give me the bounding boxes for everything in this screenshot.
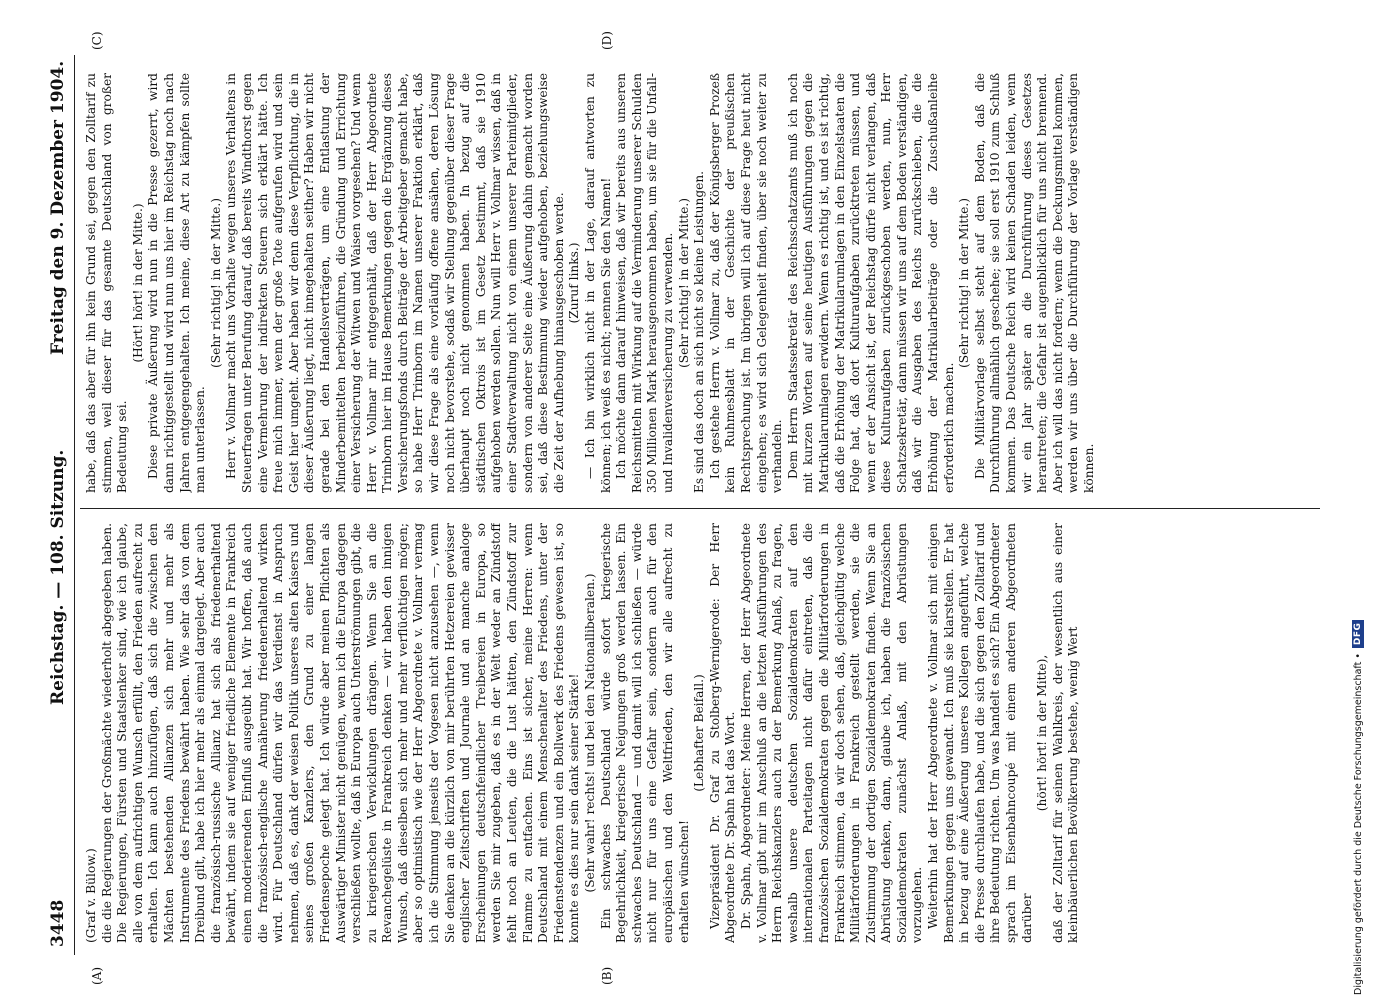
speaker-ref: (Graf v. Bülow.) bbox=[84, 848, 98, 943]
header-rule bbox=[74, 55, 75, 955]
paragraph: Diese private Äußerung wird nun in die Presse gezerrt, wird dann richtiggestellt und wird nun uns hier im Reichstag noch nach Jahren entgegengehalten. Ich meine, diese Art zu kämpfen sollte man unterlassen. bbox=[146, 73, 208, 493]
paragraph: Ich gestehe Herrn v. Vollmar zu, daß der Königsberger Prozeß kein Ruhmesblatt in der Geschichte der preußischen Rechtsprechung ist. Im übrigen will ich auf diese Frage heut nicht eingehen; es wird sich Gelegenheit finden, über sie noch weiter zu verhandeln. bbox=[707, 73, 785, 493]
right-column bbox=[84, 73, 1324, 493]
dfg-logo: DFG bbox=[1352, 620, 1364, 649]
paragraph: Dr. Spahn, Abgeordneter: Meine Herren, der Herr Abgeordnete v. Vollmar gibt mir im Anschluß an die letzten Ausführungen des Herrn Reichskanzlers auch zu der Bemerkung Anlaß, zu fragen, weshalb unsere deutschen Sozialdemokraten auf den internationalen Parteitagen nicht dafür eintreten, daß die französischen Sozialdemokraten gegen die Militärforderungen in Frankreich stimmen, da wir doch sehen, daß, gleichgültig welche Militärforderungen in Frankreich gestellt werden, sie die Zustimmung der dortigen Sozialdemokraten finden. Wenn Sie an Abrüstung denken, dann, glaube ich, haben die französischen Sozialdemokraten zunächst Anlaß, mit den Abrüstungen vorzugehen. bbox=[738, 523, 925, 943]
column-divider bbox=[80, 508, 1320, 509]
interjection: (Sehr richtig! in der Mitte.) bbox=[208, 198, 223, 368]
paragraph: Vizepräsident Dr. Graf zu Stolberg-Wernigerode: Der Herr Abgeordnete Dr. Spahn hat das Wort. bbox=[707, 523, 738, 943]
paragraph: Es sind das doch an sich nicht so kleine Leistungen. bbox=[692, 170, 707, 493]
interjection: (Lebhafter Beifall.) bbox=[692, 674, 707, 792]
paragraph: Die Militärvorlage selbst steht auf dem Boden, daß die Durchführung allmählich geschehe; sie soll erst 1910 zum Schluß kommen. Das Deutsche Reich wird keinen Schaden leiden, wenn wir ein Jahr später an die Durchführung dieses Gesetzes herantreten; die Gefahr ist augenblicklich für uns nicht brennend. Aber ich will das nicht fordern; wenn die Deckungsmittel kommen, werden wir uns über die Durchführung der Vorlage verständigen können. bbox=[972, 73, 1096, 493]
paragraph: daß der Zolltarif für seinen Wahlkreis, der wesentlich aus einer kleinbäuerlichen Bevölkerung bestehe, wenig Wert bbox=[1050, 523, 1081, 943]
margin-mark-d: (D) bbox=[600, 31, 614, 50]
paragraph: Herr v. Vollmar macht uns Vorhalte wegen unseres Verhaltens in Steuerfragen unter Berufung darauf, daß bereits Windthorst gegen eine Vermehrung der indirekten Steuern sich erklärt hätte. Ich freue mich immer, wenn der große Tote aufgerufen wird und sein Geist hier umgeht. Aber haben wir denn diese Verpflichtung, die in dieser Äußerung liegt, nicht innegehalten seither? Haben wir nicht gerade bei den Handelsverträgen, um eine Entlastung der Minderbemittelten herbeizuführen, die Gründung und Errichtung einer Versicherung der Witwen und Waisen vorgesehen? Und wenn Herr v. Vollmar mir entgegenhält, daß der Herr Abgeordnete Trimborn hier im Hause Bemerkungen gegen die Ergänzung dieses Versicherungsfonds durch Beiträge der Arbeitgeber gemacht habe, so habe Herr Trimborn im Namen unserer Fraktion erklärt, daß wir diese Frage als eine vorläufig offene ansähen, deren Lösung noch nicht bevorstehe, sodaß wir Stellung gegenüber dieser Frage überhaupt noch nicht genommen haben. In bezug auf die städtischen Oktrois ist im Gesetz bestimmt, daß sie 1910 aufgehoben werden sollen. Nun will Herr v. Vollmar wissen, daß in einer Stadtverwaltung nicht von einem unserer Parteimitglieder, sondern von anderer Seite eine Äußerung dahin gemacht worden sei, daß diese Bestimmung wieder aufgehoben, beziehungsweise die Zeit der Aufhebung hinausgeschoben werde. bbox=[224, 73, 566, 493]
paragraph: — Ich bin wirklich nicht in der Lage, darauf antworten zu können; ich weiß es nicht; nennen Sie den Namen! bbox=[583, 73, 613, 493]
interjection: (Zuruf links.) bbox=[567, 242, 582, 324]
margin-mark-b: (B) bbox=[600, 966, 614, 985]
interjection: (Hört! hört! in der Mitte.) bbox=[130, 203, 145, 363]
footer-text: Digitalisierung gefördert durch die Deutsche Forschungsgemeinschaft • bbox=[1352, 653, 1364, 995]
paragraph: Ein schwaches Deutschland würde sofort kriegerische Begehrlichkeit, kriegerische Neigungen groß werden lassen. Ein schwaches Deutschland — und damit will ich schließen — würde nicht nur für uns eine Gefahr sein, sondern auch für den europäischen und den Weltfrieden, den wir alle aufrecht zu erhalten wünschen! bbox=[598, 523, 691, 943]
paragraph: habe, daß das aber für ihn kein Grund sei, gegen den Zolltarif zu stimmen, weil dieser für das gesamte Deutschland von großer Bedeutung sei. bbox=[84, 73, 130, 493]
interjection: (hört! hört! in der Mitte), bbox=[1035, 654, 1050, 812]
margin-mark-a: (A) bbox=[90, 966, 104, 985]
interjection: (Sehr richtig! in der Mitte.) bbox=[957, 198, 972, 368]
interjection: (Sehr richtig! in der Mitte.) bbox=[676, 198, 691, 368]
paragraph: Ich möchte dann darauf hinweisen, daß wir bereits aus unseren Reichsmitteln mit Wirkung auf die Verminderung unserer Schulden 350 Millionen Mark herausgenommen haben, um sie für die Unfall- und Invalidenversicherung zu verwenden. bbox=[614, 73, 675, 493]
session-title: Reichstag. — 108. Sitzung. bbox=[48, 449, 68, 705]
page-number: 3448 bbox=[48, 899, 68, 947]
page-header bbox=[40, 55, 76, 955]
session-date: Freitag den 9. Dezember 1904. bbox=[48, 60, 68, 355]
interjection: (Sehr wahr! rechts! und bei den Nationalliberalen.) bbox=[583, 573, 597, 893]
paragraph: Dem Herrn Staatssekretär des Reichsschatzamts muß ich noch mit kurzen Worten auf seine heutigen Ausführungen gegen die Matrikularumlagen erwidern. Wenn es richtig ist, und es ist richtig, daß die Erhöhung der Matrikularumlagen in den Einzelstaaten die Folge hat, daß dort Kulturaufgaben zurücktreten müssen, und wenn er der Ansicht ist, der Reichstag dürfe nicht verlangen, daß diese Kulturaufgaben zurückgeschoben werden, nun, Herr Schatzsekretär, dann müssen wir uns auf dem Boden verständigen, daß wir die Ausgaben des Reichs zurückschieben, die die Erhöhung der Matrikularbeiträge oder die Zuschußanleihe erforderlich machen. bbox=[785, 73, 956, 493]
paragraph: die die Regierungen der Großmächte wiederholt abgegeben haben. Die Regierungen, Fürsten und Staatslenker sind, wie ich glaube, alle von dem aufrichtigen Wunsch erfüllt, den Frieden aufrecht zu erhalten. Ich kann auch hinzufügen, daß sich die zwischen den Mächten bestehenden Allianzen sich mehr und mehr als Instrumente des Friedens bewährt haben. Wie sehr das von dem Dreibund gilt, habe ich hier mehr als einmal dargelegt. Aber auch die französisch-russische Allianz hat sich als friedenerhaltend bewährt, indem sie auf weniger friedliche Elemente in Frankreich einen moderierenden Einfluß ausgeübt hat. Wir hoffen, daß auch die französisch-englische Annäherung friedenerhaltend wirken wird. Für Deutschland dürfen wir das Verdienst in Anspruch nehmen, daß es, dank der weisen Politik unseres alten Kaisers und seines großen Kanzlers, den Grund zu einer langen Friedensepoche gelegt hat. Ich würde aber meinen Pflichten als Auswärtiger Minister nicht genügen, wenn ich die Europa dagegen verschließen wollte, daß in Europa auch Unterströmungen gibt, die zu kriegerischen Verwicklungen drängen. Wenn Sie an die Revanchegelüste in Frankreich denken — wir haben den innigen Wunsch, daß dieselben sich mehr und mehr verflüchtigen mögen; aber so optimistisch wie der Herr Abgeordnete v. Vollmar vermag ich die Stimmung jenseits der Vogesen nicht anzusehen —, wenn Sie denken an die kürzlich von mir berührten Hetzereien gewisser englischer Zeitschriften und Journale und an manche analoge Erscheinungen deutschfeindlicher Treibereien in Europa, so werden Sie mir zugeben, daß es in der Welt weder an Zündstoff fehlt noch an Leuten, die die Lust hätten, den Zündstoff zur Flamme zu entfachen. Eins ist sicher, meine Herren: wenn Deutschland mit einem Menschenalter des Friedens, unter der Friedenstendenzen und ein Bollwerk des Friedens gewesen ist, so konnte es dies nur sein dank seiner Stärke! bbox=[99, 523, 582, 943]
left-column bbox=[84, 523, 1324, 943]
rotated-page bbox=[40, 31, 1340, 985]
digitization-footer bbox=[1352, 475, 1364, 995]
paragraph: Weiterhin hat der Herr Abgeordnete v. Vollmar sich mit einigen Bemerkungen gegen uns gewandt. Ich muß sie klarstellen. Er hat in bezug auf eine Äußerung unseres Kollegen angeführt, welche die Presse durchlaufen habe, und die sich gegen den Zolltarif und ihre Bedeutung richten. Um was handelt es sich? Ein Abgeordneter sprach im Eisenbahncoupé mit einem anderen Abgeordneten darüber bbox=[926, 523, 1034, 943]
margin-mark-c: (C) bbox=[90, 31, 104, 50]
